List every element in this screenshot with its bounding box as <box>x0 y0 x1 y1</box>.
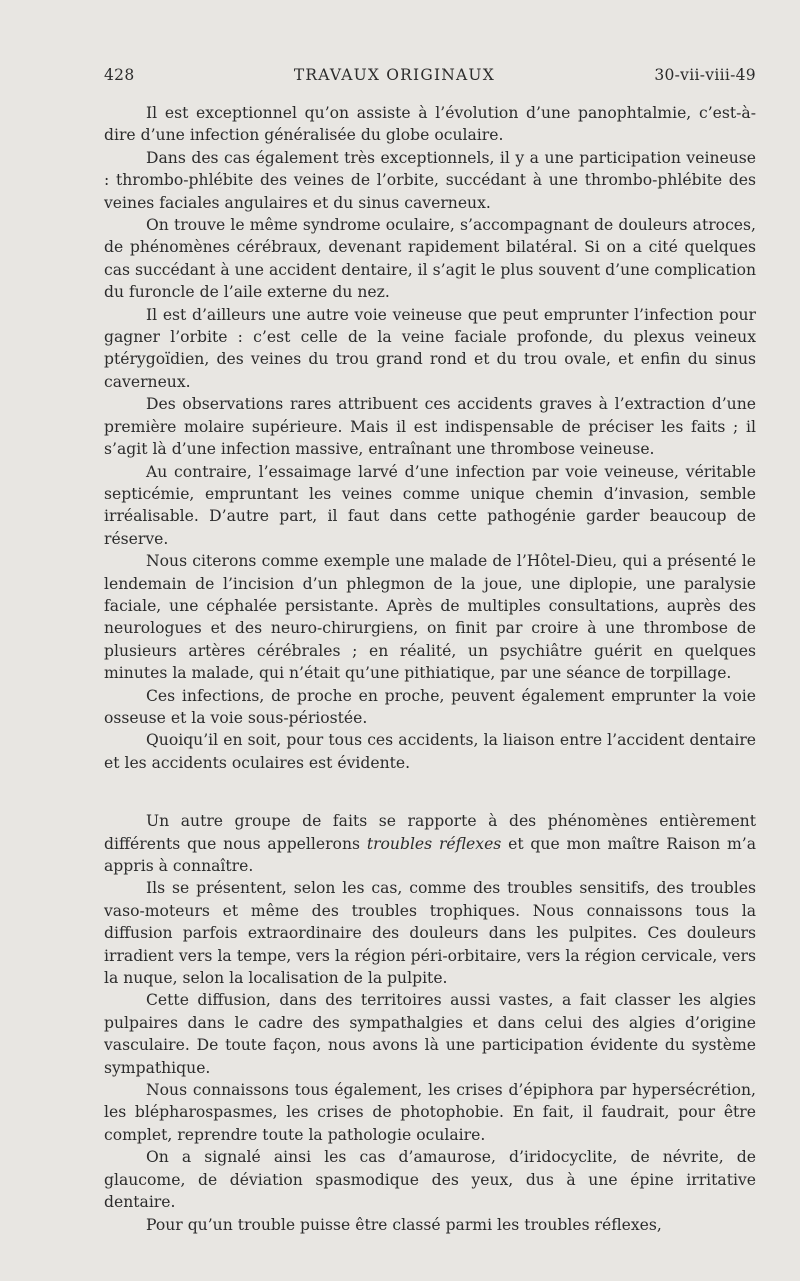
paragraph: Dans des cas également très exceptionnels, il y a une participation veineuse : thrombo-phlébite des veines de l’orbite, succédant à une thrombo-phlébite des veines faciales angulaires et du sinus caverneux. <box>104 148 756 212</box>
paragraph: Il est exceptionnel qu’on assiste à l’évolution d’une panophtalmie, c’est-à-dire d’une infection généralisée du globe oculaire. <box>104 104 756 145</box>
text-run: et que mon maître Raison m’a appris à connaître. <box>104 834 756 875</box>
article-body <box>104 102 756 1236</box>
paragraph: Ces infections, de proche en proche, peuvent également emprunter la voie osseuse et la voie sous-périostée. <box>104 686 756 727</box>
text-run: Un autre groupe de faits se rapporte à des phénomènes entièrement différents que nous appellerons <box>104 812 756 853</box>
paragraph: Quoiqu’il en soit, pour tous ces accidents, la liaison entre l’accident dentaire et les accidents oculaires est évidente. <box>104 731 756 772</box>
paragraph: On trouve le même syndrome oculaire, s’accompagnant de douleurs atroces, de phénomènes cérébraux, devenant rapidement bilatéral. Si on a cité quelques cas succédant à une accident dentaire, il s’agit le plus souvent d’une complication du furoncle de l’aile externe du nez. <box>104 216 756 302</box>
section-break <box>104 774 756 810</box>
paragraph: Des observations rares attribuent ces accidents graves à l’extraction d’une première molaire supérieure. Mais il est indispensable de préciser les faits ; il s’agit là d’une infection massive, entraînant une thrombose veineuse. <box>104 395 756 459</box>
paragraph: Pour qu’un trouble puisse être classé parmi les troubles réflexes, <box>146 1215 662 1234</box>
paragraph: Au contraire, l’essaimage larvé d’une infection par voie veineuse, véritable septicémie, empruntant les veines comme unique chemin d’invasion, semble irréalisable. D’autre part, il faut dans cette pathogénie garder beaucoup de réserve. <box>104 462 756 548</box>
journal-section-title: TRAVAUX ORIGINAUX <box>293 66 495 84</box>
page-number: 428 <box>104 66 135 84</box>
issue-date: 30-vii-viii-49 <box>654 66 756 84</box>
paragraph: Ils se présentent, selon les cas, comme des troubles sensitifs, des troubles vaso-moteurs et même des troubles trophiques. Nous connaissons tous la diffusion parfois extraordinaire des douleurs dans les pulpites. Ces douleurs irradient vers la tempe, vers la région péri-orbitaire, vers la région cervicale, vers la nuque, selon la localisation de la pulpite. <box>104 879 756 988</box>
running-head <box>104 66 756 84</box>
paragraph <box>104 810 756 877</box>
paragraph: Cette diffusion, dans des territoires aussi vastes, a fait classer les algies pulpaires dans le cadre des sympathalgies et dans celui des algies d’origine vasculaire. De toute façon, nous avons là une participation évidente du système sympathique. <box>104 991 756 1077</box>
paragraph: On a signalé ainsi les cas d’amaurose, d’iridocyclite, de névrite, de glaucome, de déviation spasmodique des yeux, dus à une épine irritative dentaire. <box>104 1148 756 1212</box>
paragraph: Il est d’ailleurs une autre voie veineuse que peut emprunter l’infection pour gagner l’orbite : c’est celle de la veine faciale profonde, du plexus veineux ptérygoïdien, des veines du trou grand rond et du trou ovale, et enfin du sinus caverneux. <box>104 305 756 391</box>
paragraph: Nous connaissons tous également, les crises d’épiphora par hypersécrétion, les blépharospasmes, les crises de photophobie. En fait, il faudrait, pour être complet, reprendre toute la pathologie oculaire. <box>104 1081 756 1144</box>
paragraph: Nous citerons comme exemple une malade de l’Hôtel-Dieu, qui a présenté le lendemain de l’incision d’un phlegmon de la joue, une diplopie, une paralysie faciale, une céphalée persistante. Après de multiples consultations, auprès des neurologues et des neuro-chirurgiens, on finit par croire à une thrombose de plusieurs artères cérébrales ; en réalité, un psychiâtre guérit en quelques minutes la malade, qui n’était qu’une pithiatique, par une séance de torpillage. <box>104 552 756 683</box>
italic-term: troubles réflexes <box>366 834 502 853</box>
